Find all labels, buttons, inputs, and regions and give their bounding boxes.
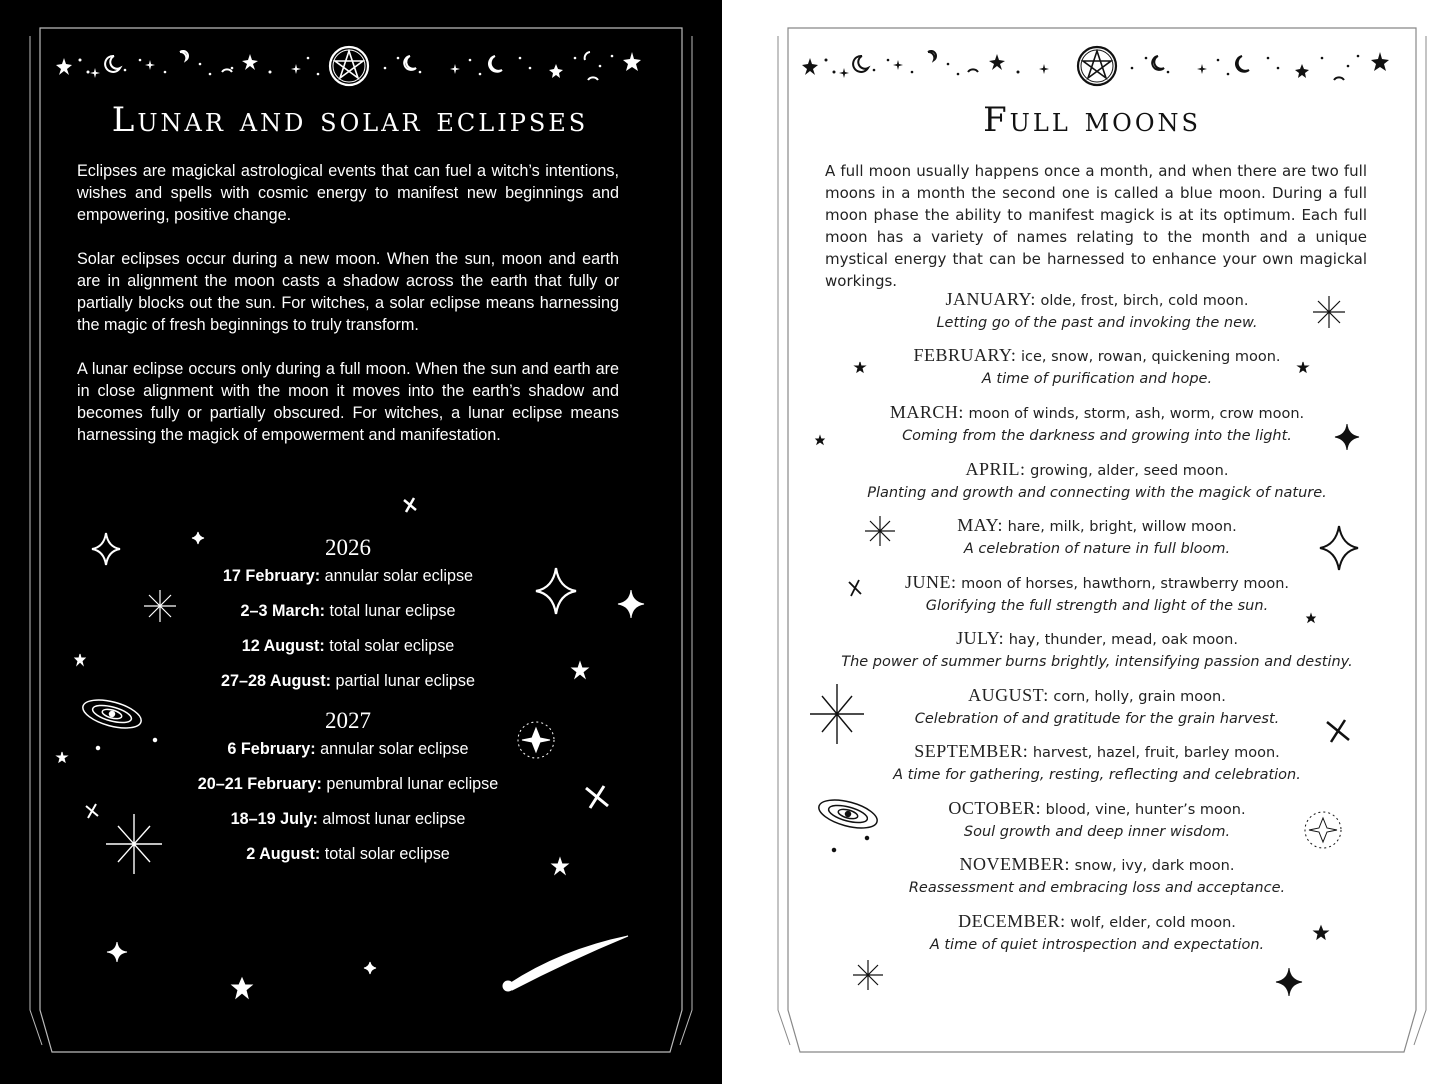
moon-names: snow, ivy, dark moon. bbox=[1070, 858, 1235, 874]
month-entry bbox=[802, 344, 1392, 390]
intro-text bbox=[77, 160, 619, 468]
month-description: A time of quiet introspection and expectation. bbox=[929, 937, 1265, 953]
eclipse-date: 6 February: bbox=[227, 740, 316, 758]
star-icon bbox=[1197, 64, 1207, 74]
moon-names: moon of horses, hawthorn, strawberry moon. bbox=[956, 576, 1290, 592]
eclipse-type: annular solar eclipse bbox=[320, 567, 474, 585]
crescent-moon-icon bbox=[928, 51, 936, 60]
star-icon bbox=[623, 52, 641, 71]
moon-names: ice, snow, rowan, quickening moon. bbox=[1016, 349, 1281, 365]
month-name: FEBRUARY: bbox=[913, 345, 1017, 365]
month-entry bbox=[802, 514, 1392, 560]
moon-names: blood, vine, hunter’s moon. bbox=[1041, 802, 1246, 818]
year-heading: 2026 bbox=[325, 535, 371, 560]
month-description: The power of summer burns brightly, intensifying passion and destiny. bbox=[841, 654, 1353, 670]
pentacle-icon bbox=[330, 47, 368, 85]
eclipse-type: penumbral lunar eclipse bbox=[321, 775, 499, 793]
crescent-moon-icon bbox=[585, 52, 590, 60]
eclipse-date: 2–3 March: bbox=[240, 602, 326, 620]
star-icon bbox=[145, 60, 155, 70]
star-icon bbox=[989, 54, 1005, 70]
star-icon bbox=[839, 68, 849, 78]
eclipse-date: 27–28 August: bbox=[220, 672, 332, 690]
moon-names: hare, milk, bright, willow moon. bbox=[1002, 519, 1237, 535]
month-name: MAY: bbox=[957, 515, 1003, 535]
eclipse-item bbox=[140, 775, 556, 794]
eclipse-item bbox=[140, 672, 556, 691]
crescent-moon-icon bbox=[222, 69, 232, 72]
crescent-moon-icon bbox=[968, 69, 978, 72]
moon-names: hay, thunder, mead, oak moon. bbox=[1004, 632, 1238, 648]
eclipse-date: 2 August: bbox=[246, 845, 321, 863]
intro-text: A full moon usually happens once a month, and when there are two full moons in a month the second one is called a blue moon. During a full moon phase the ability to manifest magick is at its optimum. Each full moon has a variety of names relating to the month and a unique mystical energy that can be harnessed to enhance your own magickal workings. bbox=[825, 162, 1367, 290]
month-name: DECEMBER: bbox=[958, 911, 1066, 931]
paragraph: A lunar eclipse occurs only during a full moon. When the sun and earth are in close alignment with the moon it moves into the earth’s shadow and becomes fully or partially obscured. For witches, a lunar eclipse means harnessing the magick of empowerment and manifestation. bbox=[77, 360, 619, 444]
month-name: NOVEMBER: bbox=[959, 854, 1071, 874]
month-entry bbox=[802, 401, 1392, 447]
month-description: Coming from the darkness and growing into the light. bbox=[902, 428, 1292, 444]
month-description: A time for gathering, resting, reflecting and celebration. bbox=[893, 767, 1301, 783]
eclipse-type: partial lunar eclipse bbox=[331, 672, 476, 690]
eclipse-type: annular solar eclipse bbox=[315, 740, 469, 758]
month-entry bbox=[802, 684, 1392, 730]
left-page bbox=[0, 0, 722, 1084]
month-description: Glorifying the full strength and light of the sun. bbox=[925, 598, 1269, 614]
month-name: APRIL: bbox=[965, 459, 1026, 479]
star-banner bbox=[0, 38, 722, 108]
month-description: A celebration of nature in full bloom. bbox=[963, 541, 1231, 557]
eclipse-type: total solar eclipse bbox=[320, 845, 450, 863]
star-icon bbox=[1039, 64, 1049, 74]
month-name: JULY: bbox=[956, 628, 1005, 648]
page-title: Full moons bbox=[983, 100, 1201, 140]
month-name: OCTOBER: bbox=[948, 798, 1042, 818]
eclipse-item bbox=[140, 740, 556, 759]
month-description: Planting and growth and connecting with the magick of nature. bbox=[867, 485, 1327, 501]
star-icon bbox=[291, 64, 301, 74]
eclipse-date: 20–21 February: bbox=[197, 775, 322, 793]
paragraph: Solar eclipses occur during a new moon. When the sun, moon and earth are in alignment the moon casts a shadow across the earth that fully or partially blocks out the sun. For witches, a solar eclipse means harnessing the magic of fresh beginnings to truly transform. bbox=[77, 250, 619, 334]
crescent-moon-icon bbox=[105, 56, 120, 72]
eclipse-date: 17 February: bbox=[222, 567, 321, 585]
crescent-moon-icon bbox=[180, 51, 188, 60]
star-icon bbox=[1371, 52, 1389, 71]
month-entry bbox=[802, 853, 1392, 899]
month-name: MARCH: bbox=[889, 402, 964, 422]
star-icon bbox=[242, 54, 258, 70]
crescent-moon-icon bbox=[588, 77, 598, 80]
star-icon bbox=[802, 58, 818, 75]
moon-names: harvest, hazel, fruit, barley moon. bbox=[1028, 745, 1280, 761]
crescent-moon-icon bbox=[404, 56, 416, 70]
month-name: AUGUST: bbox=[968, 685, 1049, 705]
moon-names: moon of winds, storm, ash, worm, crow moon. bbox=[963, 406, 1305, 422]
crescent-moon-icon bbox=[489, 56, 502, 72]
star-banner bbox=[722, 38, 1445, 108]
paragraph: Eclipses are magickal astrological events that can fuel a witch’s intentions, wishes and spells with cosmic energy to manifest new beginnings and empowering, positive change. bbox=[77, 162, 619, 224]
eclipse-item bbox=[140, 845, 556, 864]
eclipse-item bbox=[140, 602, 556, 621]
moon-names: growing, alder, seed moon. bbox=[1025, 463, 1229, 479]
star-icon bbox=[893, 60, 903, 70]
eclipse-item bbox=[140, 810, 556, 829]
star-icon bbox=[90, 68, 100, 78]
month-entry bbox=[802, 571, 1392, 617]
month-description: Reassessment and embracing loss and acceptance. bbox=[908, 880, 1286, 896]
star-icon bbox=[450, 64, 460, 74]
page-title: Lunar and solar eclipses bbox=[111, 100, 589, 140]
moon-names: corn, holly, grain moon. bbox=[1048, 689, 1226, 705]
year-heading: 2027 bbox=[325, 708, 371, 733]
month-description: Celebration of and gratitude for the grain harvest. bbox=[914, 711, 1280, 727]
month-name: JUNE: bbox=[904, 572, 957, 592]
crescent-moon-icon bbox=[1236, 56, 1249, 72]
month-entry bbox=[802, 797, 1392, 843]
moon-names: olde, frost, birch, cold moon. bbox=[1035, 293, 1249, 309]
eclipse-type: almost lunar eclipse bbox=[317, 810, 466, 828]
pentacle-icon bbox=[1078, 47, 1116, 85]
moon-names: wolf, elder, cold moon. bbox=[1065, 915, 1236, 931]
star-icon bbox=[549, 64, 563, 78]
month-entry bbox=[802, 740, 1392, 786]
eclipse-type: total solar eclipse bbox=[324, 637, 455, 655]
month-entry bbox=[802, 910, 1392, 956]
eclipse-item bbox=[140, 637, 556, 656]
star-icon bbox=[56, 58, 72, 75]
eclipse-date: 12 August: bbox=[241, 637, 325, 655]
month-description: A time of purification and hope. bbox=[981, 371, 1213, 387]
crescent-moon-icon bbox=[853, 56, 868, 72]
right-page bbox=[722, 0, 1445, 1084]
eclipse-item bbox=[140, 567, 556, 586]
month-name: JANUARY: bbox=[945, 289, 1036, 309]
month-description: Soul growth and deep inner wisdom. bbox=[963, 824, 1231, 840]
eclipse-type: total lunar eclipse bbox=[325, 602, 456, 620]
month-name: SEPTEMBER: bbox=[914, 741, 1029, 761]
eclipse-date: 18–19 July: bbox=[230, 810, 318, 828]
month-entry bbox=[802, 627, 1392, 673]
crescent-moon-icon bbox=[1334, 77, 1344, 80]
month-entry bbox=[802, 288, 1392, 334]
star-icon bbox=[1295, 64, 1309, 78]
month-description: Letting go of the past and invoking the new. bbox=[936, 315, 1258, 331]
month-entry bbox=[802, 458, 1392, 504]
crescent-moon-icon bbox=[1152, 56, 1164, 70]
